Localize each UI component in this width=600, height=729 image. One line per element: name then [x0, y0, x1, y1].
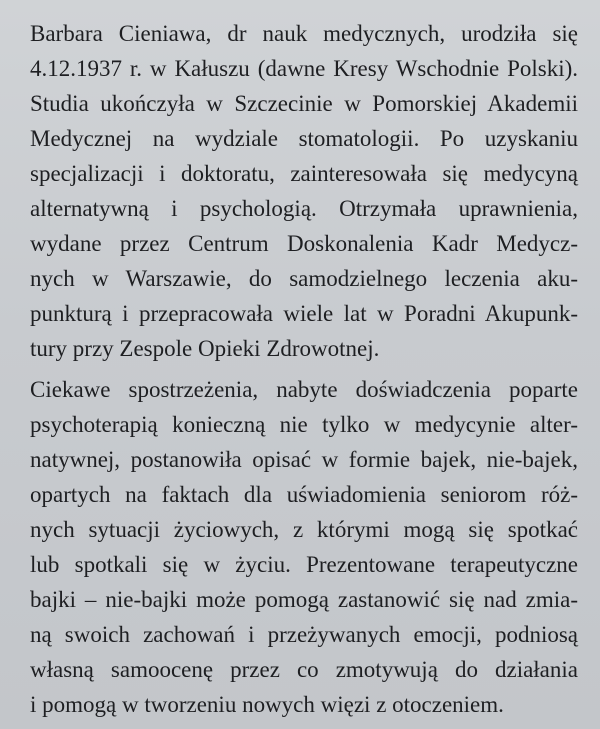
text-line: wydane przez Centrum Doskonalenia Kadr Medycz- — [30, 231, 578, 256]
paragraph-book-description — [30, 372, 578, 722]
text-line: psychoterapią konieczną nie tylko w medycynie alter- — [30, 412, 578, 437]
text-line: Medycznej na wydziale stomatologii. Po uzyskaniu — [30, 126, 578, 151]
text-line: ną swoich zachowań i przeżywanych emocji, podniosą — [30, 622, 578, 647]
text-line: Studia ukończyła w Szczecinie w Pomorskiej Akademii — [30, 91, 578, 116]
text-line: Barbara Cieniawa, dr nauk medycznych, urodziła się — [30, 21, 578, 46]
text-line: nych w Warszawie, do samodzielnego leczenia aku- — [30, 266, 578, 291]
paragraph-author-bio — [30, 16, 578, 366]
text-line: Ciekawe spostrzeżenia, nabyte doświadczenia poparte — [30, 377, 578, 402]
text-line: opartych na faktach dla uświadomienia seniorom róż- — [30, 482, 578, 507]
text-line: tury przy Zespole Opieki Zdrowotnej. — [30, 336, 380, 361]
text-line: nych sytuacji życiowych, z którymi mogą się spotkać — [30, 517, 578, 542]
text-line: alternatywną i psychologią. Otrzymała uprawnienia, — [30, 196, 578, 221]
text-line: natywnej, postanowiła opisać w formie bajek, nie-bajek, — [30, 447, 578, 472]
text-line: punkturą i przepracowała wiele lat w Poradni Akupunk- — [30, 301, 578, 326]
text-line: 4.12.1937 r. w Kałuszu (dawne Kresy Wschodnie Polski). — [30, 56, 578, 81]
text-line: i pomogą w tworzeniu nowych więzi z otoczeniem. — [30, 692, 504, 717]
text-line: lub spotkali się w życiu. Prezentowane terapeutyczne — [30, 552, 578, 577]
text-line: własną samoocenę przez co zmotywują do działania — [30, 657, 578, 682]
text-line: specjalizacji i doktoratu, zainteresowała się medycyną — [30, 161, 578, 186]
text-line: bajki – nie-bajki może pomogą zastanowić się nad zmia- — [30, 587, 578, 612]
